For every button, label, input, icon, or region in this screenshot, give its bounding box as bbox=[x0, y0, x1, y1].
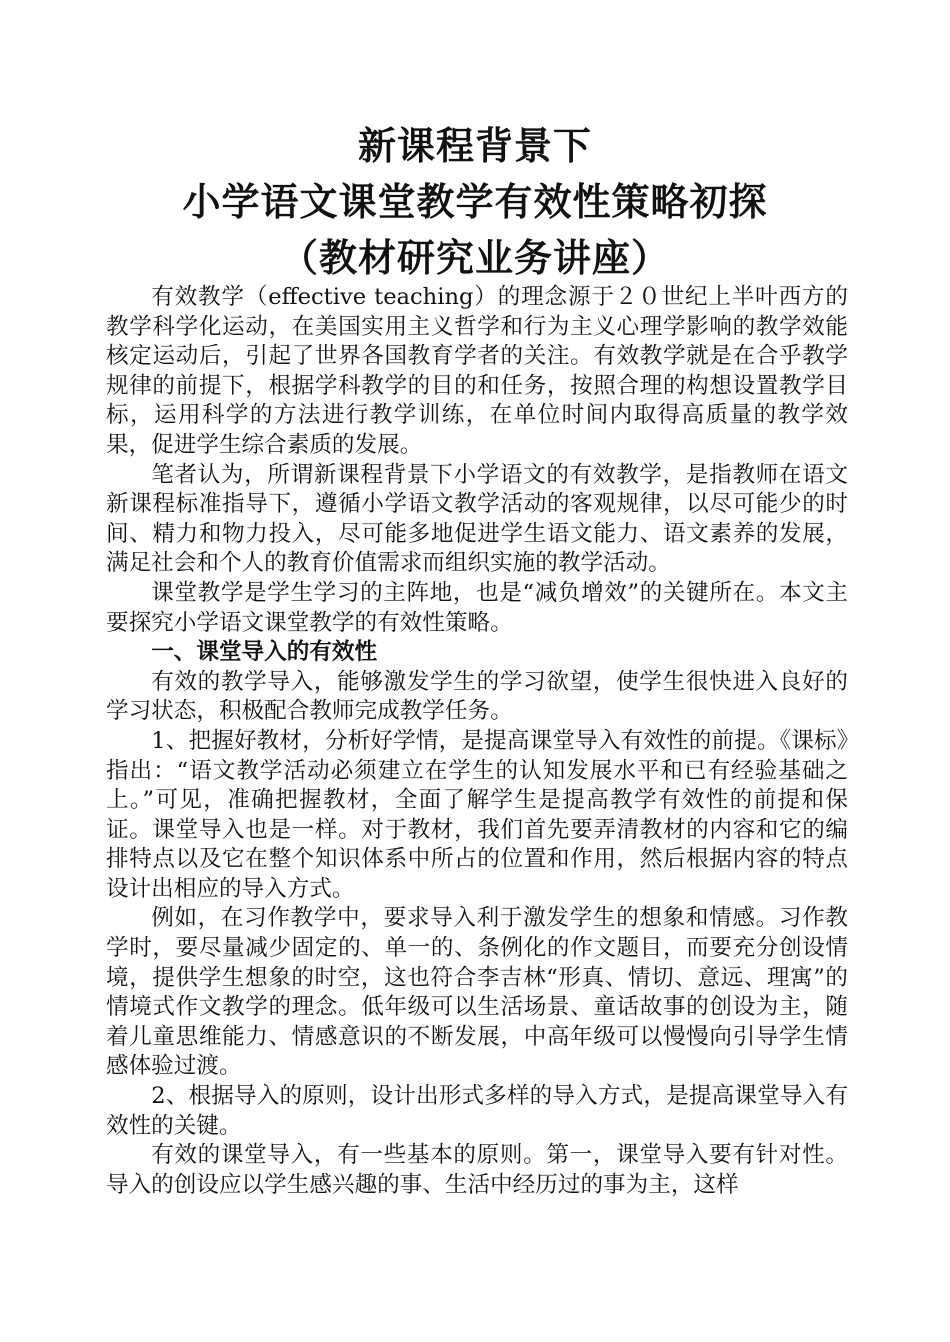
title-line-1: 新课程背景下 bbox=[357, 124, 592, 168]
paragraph-point-2: 2、根据导入的原则，设计出形式多样的导入方式，是提高课堂导入有效性的关键。 bbox=[106, 1083, 848, 1139]
paragraph-definition: 笔者认为，所谓新课程背景下小学语文的有效教学，是指教师在语文新课程标准指导下，遵循小学语文教学活动的客观规律，以尽可能少的时间、精力和物力投入，尽可能多地促进学生语文能力、语文素养的发展，满足社会和个人的教育价值需求而组织实施的教学活动。 bbox=[106, 461, 848, 577]
paragraph-example: 例如，在习作教学中，要求导入利于激发学生的想象和情感。习作教学时，要尽量减少固定的、单一的、条例化的作文题目，而要充分创设情境，提供学生想象的时空，这也符合李吉林“形真、情切、意远、理寓”的情境式作文教学的理念。低年级可以生活场景、童话故事的创设为主，随着儿童思维能力、情感意识的不断发展，中高年级可以慢慢向引导学生情感体验过渡。 bbox=[106, 905, 848, 1080]
paragraph-import: 有效的教学导入，能够激发学生的学习欲望，使学生很快进入良好的学习状态，积极配合教师完成教学任务。 bbox=[106, 668, 848, 725]
section-heading: 一、课堂导入的有效性 bbox=[151, 639, 378, 666]
document-body bbox=[106, 283, 848, 1200]
title-line-2: 小学语文课堂教学有效性策略初探 bbox=[182, 180, 768, 224]
document-title bbox=[0, 118, 950, 286]
paragraph-intro: 有效教学（effective teaching）的理念源于２０世纪上半叶西方的教学科学化运动，在美国实用主义哲学和行为主义心理学影响的教学效能核定运动后，引起了世界各国教育学者的关注。有效教学就是在合乎教学规律的前提下，根据学科教学的目的和任务，按照合理的构想设置教学目标，运用科学的方法进行教学训练，在单位时间内取得高质量的教学效果，促进学生综合素质的发展。 bbox=[106, 284, 848, 458]
paragraph-point-1: 1、把握好教材，分析好学情，是提高课堂导入有效性的前提。《课标》指出：“语文教学活动必须建立在学生的认知发展水平和已有经验基础之上。”可见，准确把握教材，全面了解学生是提高教学有效性的前提和保证。课堂导入也是一样。对于教材，我们首先要弄清教材的内容和它的编排特点以及它在整个知识体系中所占的位置和作用，然后根据内容的特点设计出相应的导入方式。 bbox=[106, 727, 848, 902]
paragraph-classroom: 课堂教学是学生学习的主阵地，也是“减负增效”的关键所在。本文主要探究小学语文课堂教学的有效性策略。 bbox=[106, 579, 848, 636]
title-line-3: （教材研究业务讲座） bbox=[279, 236, 670, 280]
paragraph-principles: 有效的课堂导入，有一些基本的原则。第一，课堂导入要有针对性。导入的创设应以学生感兴趣的事、生活中经历过的事为主，这样 bbox=[106, 1142, 848, 1198]
